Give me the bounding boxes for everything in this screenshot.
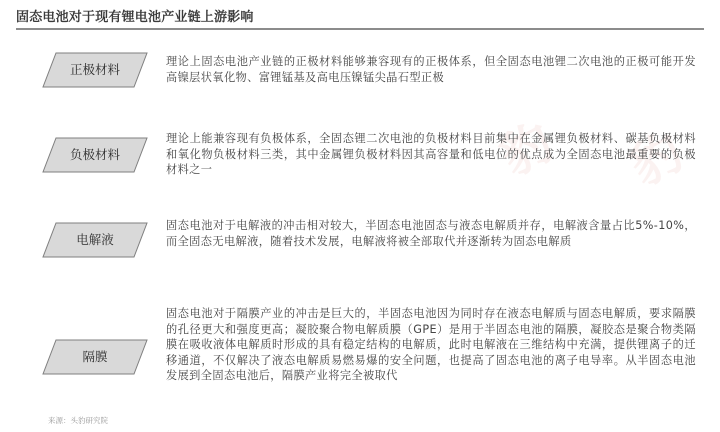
- watermark-logo: 豹: [491, 112, 563, 187]
- row-label-anode: [42, 137, 148, 173]
- row-text-anode: 理论上能兼容现有负极体系，全固态锂二次电池的负极材料目前集中在金属锂负极材料、碳基负极材料和氧化物负极材料三类，其中金属锂负极材料因其高容量和低电位的优点成为全固态电池最重要的负极材料之一: [166, 132, 696, 177]
- row-label-text: 隔膜: [82, 349, 108, 364]
- title-divider: [16, 28, 704, 30]
- row-text-electrolyte: 固态电池对于电解液的冲击相对较大，半固态电池固态与液态电解质并存，电解液含量占比5%-10%，而全固态无电解液，随着技术发展，电解液将被全部取代并逐渐转为固态电解质: [166, 219, 696, 248]
- row-label-text: 电解液: [76, 232, 114, 247]
- row-label-text: 正极材料: [69, 62, 120, 77]
- row-label-cathode: [42, 52, 148, 88]
- source-note: 来源：头豹研究院: [48, 416, 108, 425]
- row-label-electrolyte: [42, 222, 148, 258]
- watermark-logo: 豹: [621, 122, 693, 197]
- row-label-text: 负极材料: [69, 147, 120, 162]
- row-text-separator: 固态电池对于隔膜产业的冲击是巨大的，半固态电池因为同时存在液态电解质与固态电解质，要求隔膜的孔径更大和强度更高；凝胶聚合物电解质膜（GPE）是用于半固态电池的隔膜，凝胶态是聚合物类隔膜在吸收液体电解质时形成的具有稳定结构的电解质，此时电解液在三维结构中充满，提供锂离子的迁移通道，不仅解决了液态电解质易燃易爆的安全问题，也提高了固态电池的离子电导率。从半固态电池发展到全固态电池后，隔膜产业将完全被取代: [166, 307, 696, 383]
- page-title: 固态电池对于现有锂电池产业链上游影响: [16, 10, 254, 25]
- row-text-cathode: 理论上固态电池产业链的正极材料能够兼容现有的正极体系，但全固态电池锂二次电池的正极可能开发高镍层状氧化物、富锂锰基及高电压镍锰尖晶石型正极: [166, 55, 696, 84]
- row-label-separator: [42, 339, 148, 375]
